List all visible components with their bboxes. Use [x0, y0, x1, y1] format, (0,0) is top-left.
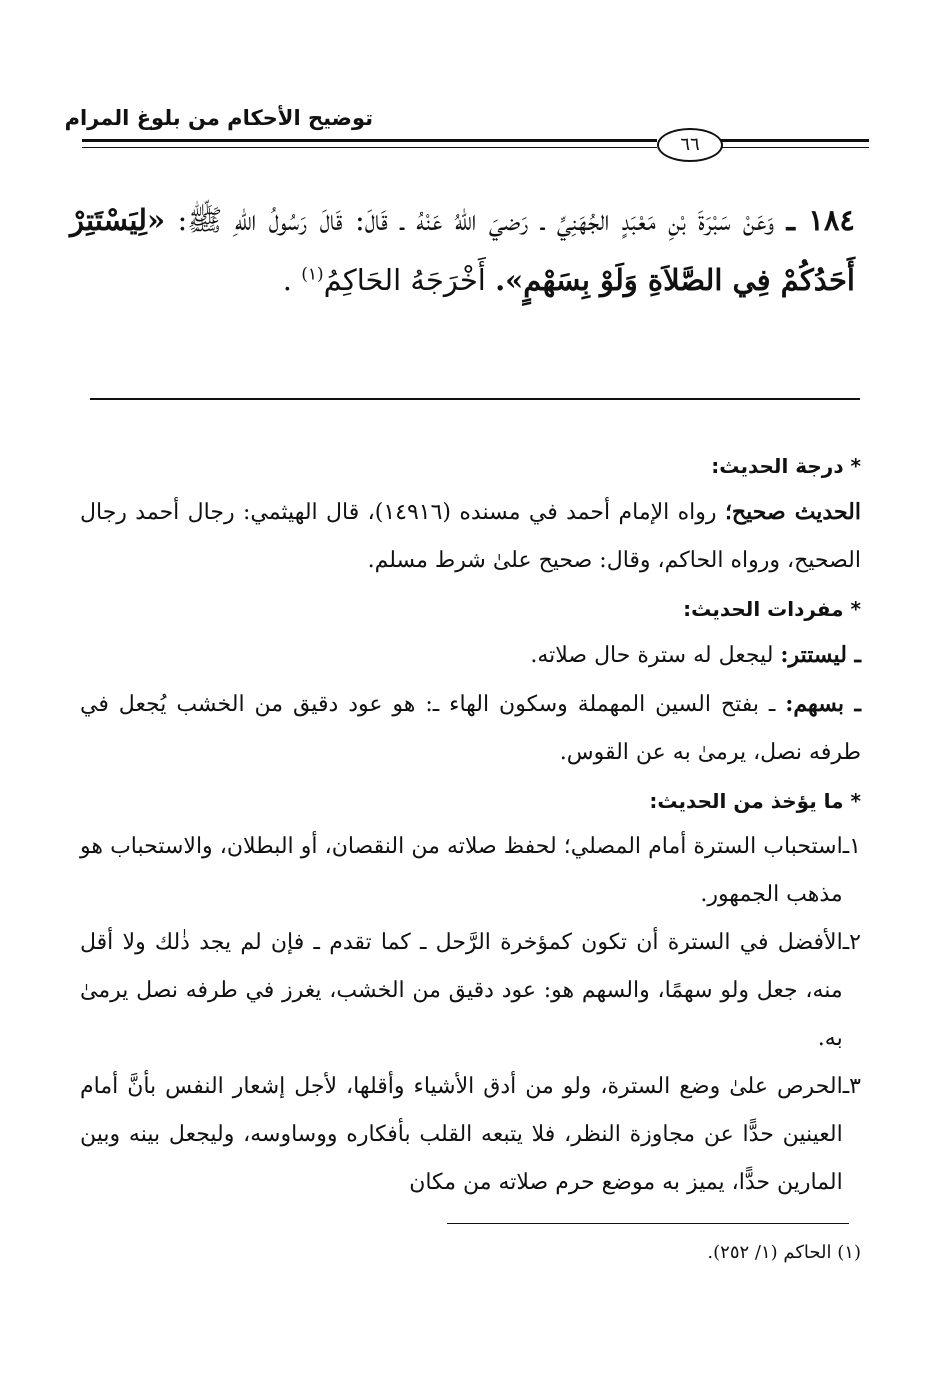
lesson-text: الأفضل في السترة أن تكون كمؤخرة الرَّحل ـ كما تقدم ـ فإن لم يجد ذٰلك ولا أقل منه، جعل ولو سهمًا، والسهم هو: عود دقيق من الخشب، يغرز في طرفه نصل يرمىٰ به. [80, 930, 843, 1051]
hadith-end: . [282, 263, 292, 297]
vocab-term: ـ ليستتر: [780, 642, 861, 668]
vocab-item [80, 631, 861, 680]
hadith-block [70, 190, 855, 310]
lesson-number: ٣ـ [842, 1074, 861, 1099]
footnote-marker: (١) [837, 1242, 861, 1263]
hadith-narration: وَعَنْ سَبْرَةَ بْنِ مَعْبَدٍ الجُهَنِيِّ ـ رَضيَ اللهُ عَنْهُ ـ قَالَ: قَالَ رَسُولُ اللهِ ﷺ: [177, 203, 775, 237]
hadith-source: أَخْرَجَهُ الحَاكِمُ [323, 263, 486, 297]
page-number: ٦٦ [657, 128, 723, 162]
header-rule-left-thin [82, 147, 657, 148]
lesson-text: استحباب السترة أمام المصلي؛ لحفظ صلاته من النقصان، أو البطلان، والاستحباب هو مذهب الجمهور. [80, 834, 843, 907]
hadith-quote: «لِيَسْتَتِرْ أَحَدُكُمْ فِي الصَّلاَةِ وَلَوْ بِسَهْمٍ». [70, 203, 855, 297]
running-title: توضيح الأحكام من بلوغ المرام [64, 106, 373, 130]
lesson-text: الحرص علىٰ وضع السترة، ولو من أدق الأشياء وأقلها، لأجل إشعار النفس بأنَّ أمام العينين حدًّا عن مجاوزة النظر، فلا يتبعه القلب بأفكاره ووساوسه، وليجعل بينه وبين المارين حدًّا، يميز به موضع حرم صلاته من مكان [80, 1074, 843, 1195]
commentary [80, 444, 861, 1207]
lesson-item [80, 823, 861, 919]
vocab-heading: * مفردات الحديث: [683, 597, 861, 621]
lessons-heading: * ما يؤخذ من الحديث: [649, 789, 861, 813]
grade-heading: * درجة الحديث: [711, 454, 861, 478]
footnote-reference: (١) [301, 264, 324, 285]
vocab-term: ـ بسهم: [785, 691, 861, 717]
grade-text: رواه الإمام أحمد في مسنده (١٤٩١٦)، قال الهيثمي: رجال أحمد رجال الصحيح، ورواه الحاكم، وقال: صحيح علىٰ شرط مسلم. [80, 500, 861, 573]
vocab-definition: ليجعل له سترة حال صلاته. [530, 643, 774, 668]
lesson-number: ٢ـ [842, 930, 861, 955]
footnote-divider [447, 1223, 849, 1224]
footnote [707, 1238, 861, 1268]
hadith-number: ١٨٤ ـ [786, 203, 856, 237]
section-divider [90, 398, 860, 400]
lesson-item [80, 1063, 861, 1207]
header-rule-left [82, 139, 657, 142]
header-rule-right [719, 139, 869, 142]
vocab-definition: ـ بفتح السين المهملة وسكون الهاء ـ: هو عود دقيق من الخشب يُجعل في طرفه نصل، يرمىٰ به عن القوس. [80, 692, 861, 765]
lesson-item [80, 919, 861, 1063]
lesson-number: ١ـ [842, 834, 861, 859]
grade-paragraph [80, 488, 861, 585]
header-rule-right-thin [719, 147, 869, 148]
vocab-item [80, 680, 861, 777]
grade-lead: الحديث صحيح؛ [724, 499, 861, 525]
footnote-text: الحاكم (١/ ٢٥٢). [707, 1242, 832, 1263]
